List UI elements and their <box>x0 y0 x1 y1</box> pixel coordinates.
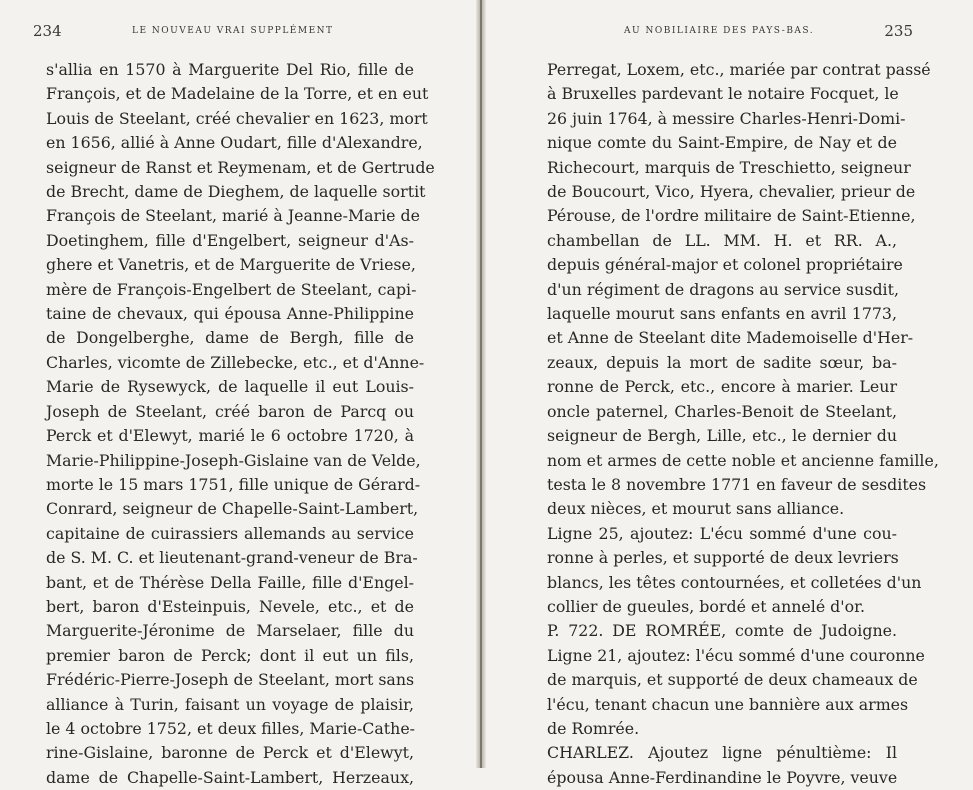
text-line: Marguerite-Jéronime de Marselaer, fille du <box>46 621 414 641</box>
text-line: de marquis, et supporté de deux chameaux de <box>547 670 918 690</box>
text-line: nique comte du Saint-Empire, de Nay et de <box>547 133 897 153</box>
text-line: ghere et Vanetris, et de Marguerite de Vriese, <box>46 255 416 275</box>
text-line: deux nièces, et mourut sans alliance. <box>547 499 845 519</box>
text-line: Doetinghem, fille d'Engelbert, seigneur d'As- <box>46 230 414 250</box>
text-line: seigneur de Bergh, Lille, etc., le dernier du <box>547 426 897 446</box>
text-line: Pérouse, de l'ordre militaire de Saint-Etienne, <box>547 206 916 226</box>
page-number: 235 <box>884 22 913 40</box>
text-line: épousa Anne-Ferdinandine le Poyvre, veuve <box>547 767 898 787</box>
text-line: taine de chevaux, qui épousa Anne-Philippine <box>46 304 414 324</box>
text-line: collier de gueules, bordé et annelé d'or. <box>547 596 865 616</box>
text-line: Perck et d'Elewyt, marié le 6 octobre 1720, à <box>46 426 414 446</box>
text-line: de Romrée. <box>547 718 640 738</box>
text-line: seigneur de Ranst et Reymenam, et de Gertrude <box>46 157 435 177</box>
text-line: oncle paternel, Charles-Benoit de Steelant, <box>547 401 897 421</box>
text-line: ronne à perles, et supporté de deux levriers <box>547 548 899 568</box>
text-line: s'allia en 1570 à Marguerite Del Rio, fille de <box>46 60 414 79</box>
text-line: Louis de Steelant, créé chevalier en 1623, mort <box>46 108 428 128</box>
text-line: d'un régiment de dragons au service susdit, <box>547 279 899 299</box>
text-line: Conrard, seigneur de Chapelle-Saint-Lambert, <box>46 499 419 519</box>
left-page <box>0 0 476 787</box>
text-line: Ligne 21, ajoutez: l'écu sommé d'une couronne <box>547 645 925 665</box>
text-line: Marie de Rysewyck, de laquelle il eut Louis- <box>46 377 414 397</box>
text-line: premier baron de Perck; dont il eut un fils, <box>46 645 414 665</box>
running-header: LE NOUVEAU VRAI SUPPLÉMENT <box>132 26 334 36</box>
text-line: laquelle mourut sans enfants en avril 1773, <box>547 304 897 324</box>
text-line: à Bruxelles pardevant le notaire Focquet, le <box>547 84 899 104</box>
text-line: Charles, vicomte de Zillebecke, etc., et d'Anne- <box>46 352 425 372</box>
text-line: zeaux, depuis la mort de sadite sœur, ba- <box>547 352 897 372</box>
text-line: Perregat, Loxem, etc., mariée par contrat passé <box>547 60 931 79</box>
text-line: P. 722. DE ROMRÉE, comte de Judoigne. <box>547 621 897 641</box>
right-page <box>486 0 973 787</box>
text-line: rine-Gislaine, baronne de Perck et d'Elewyt, <box>46 743 414 763</box>
text-line: capitaine de cuirassiers allemands au service <box>46 523 414 543</box>
text-line: François, et de Madelaine de la Torre, et en eut <box>46 84 429 104</box>
page-body <box>547 58 939 790</box>
text-line: bant, et de Thérèse Della Faille, fille d'Engel- <box>46 572 414 592</box>
text-line: 26 juin 1764, à messire Charles-Henri-Domi- <box>547 108 906 128</box>
text-line: morte le 15 mars 1751, fille unique de Gérard- <box>46 474 421 494</box>
text-line: et Anne de Steelant dite Mademoiselle d'Her- <box>547 328 914 348</box>
text-line: Richecourt, marquis de Treschietto, seigneur <box>547 157 911 177</box>
text-line: nom et armes de cette noble et ancienne famille, <box>547 450 939 470</box>
text-line: dame de Chapelle-Saint-Lambert, Herzeaux, <box>46 767 414 787</box>
text-line: de Dongelberghe, dame de Bergh, fille de <box>46 328 414 348</box>
text-line: CHARLEZ. Ajoutez ligne pénultième: Il <box>547 743 897 763</box>
text-line: testa le 8 novembre 1771 en faveur de sesdites <box>547 474 927 494</box>
text-line: Joseph de Steelant, créé baron de Parcq ou <box>46 401 414 421</box>
text-line: de S. M. C. et lieutenant-grand-veneur de Bra- <box>46 548 418 568</box>
text-line: mère de François-Engelbert de Steelant, capi- <box>46 279 417 299</box>
text-line: de Brecht, dame de Dieghem, de laquelle sortit <box>46 182 426 202</box>
text-line: blancs, les têtes contournées, et colletées d'un <box>547 572 922 592</box>
text-line: le 4 octobre 1752, et deux filles, Marie-Cathe- <box>46 718 416 738</box>
book-gutter <box>476 0 486 768</box>
text-line: chambellan de LL. MM. H. et RR. A., <box>547 230 897 250</box>
text-line: Frédéric-Pierre-Joseph de Steelant, mort sans <box>46 670 415 690</box>
text-line: depuis général-major et colonel propriétaire <box>547 255 903 275</box>
text-line: de Boucourt, Vico, Hyera, chevalier, prieur de <box>547 182 916 202</box>
page-body <box>46 58 435 790</box>
page-number: 234 <box>33 22 62 40</box>
text-line: Ligne 25, ajoutez: L'écu sommé d'une cou- <box>547 523 897 543</box>
text-line: en 1656, allié à Anne Oudart, fille d'Alexandre, <box>46 133 423 153</box>
text-line: Marie-Philippine-Joseph-Gislaine van de Velde, <box>46 450 421 470</box>
text-line: François de Steelant, marié à Jeanne-Marie de <box>46 206 420 226</box>
running-header: AU NOBILIAIRE DES PAYS-BAS. <box>624 26 815 36</box>
text-line: bert, baron d'Esteinpuis, Nevele, etc., et de <box>46 596 414 616</box>
text-line: ronne de Perck, etc., encore à marier. Leur <box>547 377 897 397</box>
text-line: alliance à Turin, faisant un voyage de plaisir, <box>46 694 414 714</box>
text-line: l'écu, tenant chacun une bannière aux armes <box>547 694 909 714</box>
